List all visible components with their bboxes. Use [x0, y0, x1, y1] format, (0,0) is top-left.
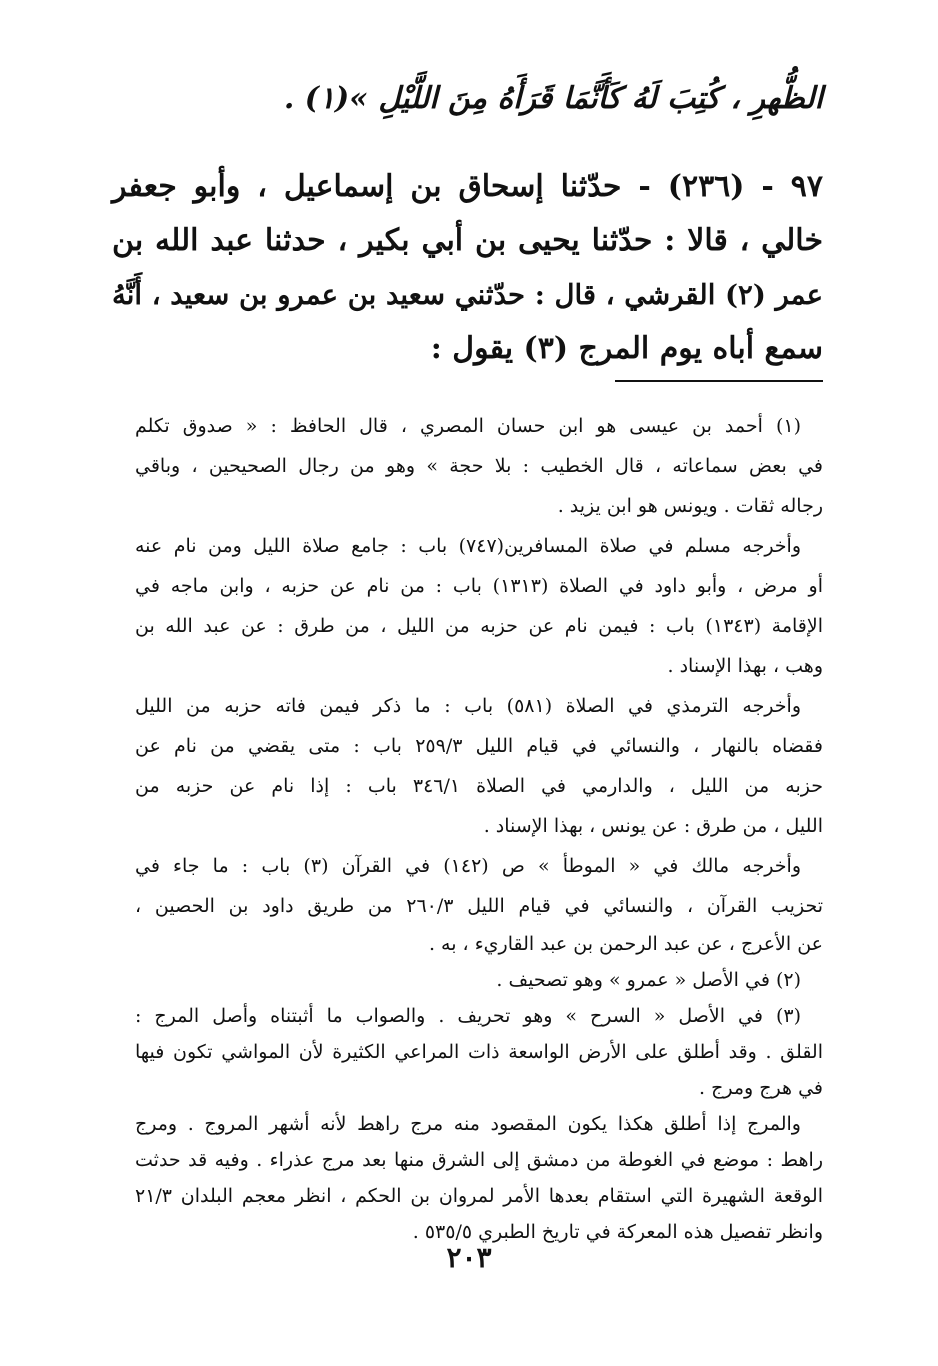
footnote-line: في بعض سماعاته ، قال الخطيب : بلا حجة » وهو من رجال الصحيحين ، وباقي	[135, 455, 823, 477]
footnote-line: أو مرض ، وأبو داود في الصلاة (١٣١٣) باب : من نام عن حزبه ، وابن ماجه في	[135, 575, 823, 597]
footnote-line: (١) أحمد بن عيسى هو ابن حسان المصري ، قال الحافظ : « صدوق تكلم	[135, 415, 801, 437]
footnote-line: رجاله ثقات . ويونس هو ابن يزيد .	[557, 495, 823, 517]
footnote-line: حزبه من الليل ، والدارمي في الصلاة ٣٤٦/١ باب : إذا نام عن حزبه من	[135, 775, 823, 797]
footnote-line: القلق . وقد أطلق على الأرض الواسعة ذات المراعي الكثيرة لأن المواشي تكون فيها	[135, 1041, 823, 1063]
footnote-line: في هرج ومرج .	[699, 1077, 823, 1099]
hadith-line: خالي ، قالا : حدّثنا يحيى بن أبي بكير ، حدثنا عبد الله بن	[112, 223, 823, 258]
footnote-line: وهب ، بهذا الإسناد .	[667, 655, 823, 677]
footnote-line: عن الأعرج ، عن عبد الرحمن بن عبد القاريء ، به .	[428, 933, 823, 955]
continued-hadith-line: الظُّهرِ ، كُتِبَ لَهُ كَأَنَّمَا قَرَأَهُ مِنَ اللَّيْلِ »(١) .	[283, 81, 823, 116]
hadith-line: ٩٧ - (٢٣٦) - حدّثنا إسحاق بن إسماعيل ، وأبو جعفر	[112, 169, 823, 204]
footnotes	[135, 406, 823, 1250]
page-number: ٢٠٣	[446, 1241, 492, 1274]
footnote-line: (٢) في الأصل « عمرو » وهو تصحيف .	[496, 969, 801, 991]
footnote-line: والمرج إذا أطلق هكذا يكون المقصود منه مرج راهط لأنه أشهر المروج . ومرج	[135, 1113, 801, 1135]
footnote-line: (٣) في الأصل « السرح » وهو تحريف . والصواب ما أثبتناه وأصل المرج :	[135, 1005, 801, 1027]
footnote-line: الوقعة الشهيرة التي استقام بعدها الأمر لمروان بن الحكم ، انظر معجم البلدان ٢١/٣	[135, 1185, 823, 1207]
footnote-line: وأخرجه الترمذي في الصلاة (٥٨١) باب : ما ذكر فيمن فاته حزبه من الليل	[135, 695, 801, 717]
footnote-line: تحزيب القرآن ، والنسائي في قيام الليل ٢٦٠/٣ من طريق داود بن الحصين ،	[135, 895, 823, 917]
footnote-line: وأخرجه مالك في « الموطأ » ص (١٤٢) في القرآن (٣) باب : ما جاء في	[135, 855, 801, 877]
footnote-line: الليل ، من طرق : عن يونس ، بهذا الإسناد .	[483, 815, 823, 837]
footnote-line: راهط : موضع في الغوطة من دمشق إلى الشرق منها بعد مرج عذراء . وفيه قد حدثت	[135, 1149, 823, 1171]
hadith-line: سمع أباه يوم المرج (٣) يقول :	[430, 331, 823, 366]
footnote-line: الإقامة (١٣٤٣) باب : فيمن نام عن حزبه من الليل ، من طرق : عن عبد الله بن	[135, 615, 823, 637]
hadith-97	[112, 160, 823, 376]
footnote-line: فقضاه بالنهار ، والنسائي في قيام الليل ٢٥٩/٣ باب : متى يقضي من نام عن	[135, 735, 823, 757]
footnote-line: وأخرجه مسلم في صلاة المسافرين(٧٤٧) باب : جامع صلاة الليل ومن نام عنه	[135, 535, 801, 557]
footnote-separator	[615, 380, 823, 382]
hadith-line: عمر (٢) القرشي ، قال : حدّثني سعيد بن عمرو بن سعيد ، أَنَّهُ	[112, 279, 823, 311]
footnote-line: وانظر تفصيل هذه المعركة في تاريخ الطبري ٥٣٥/٥ .	[412, 1221, 823, 1243]
